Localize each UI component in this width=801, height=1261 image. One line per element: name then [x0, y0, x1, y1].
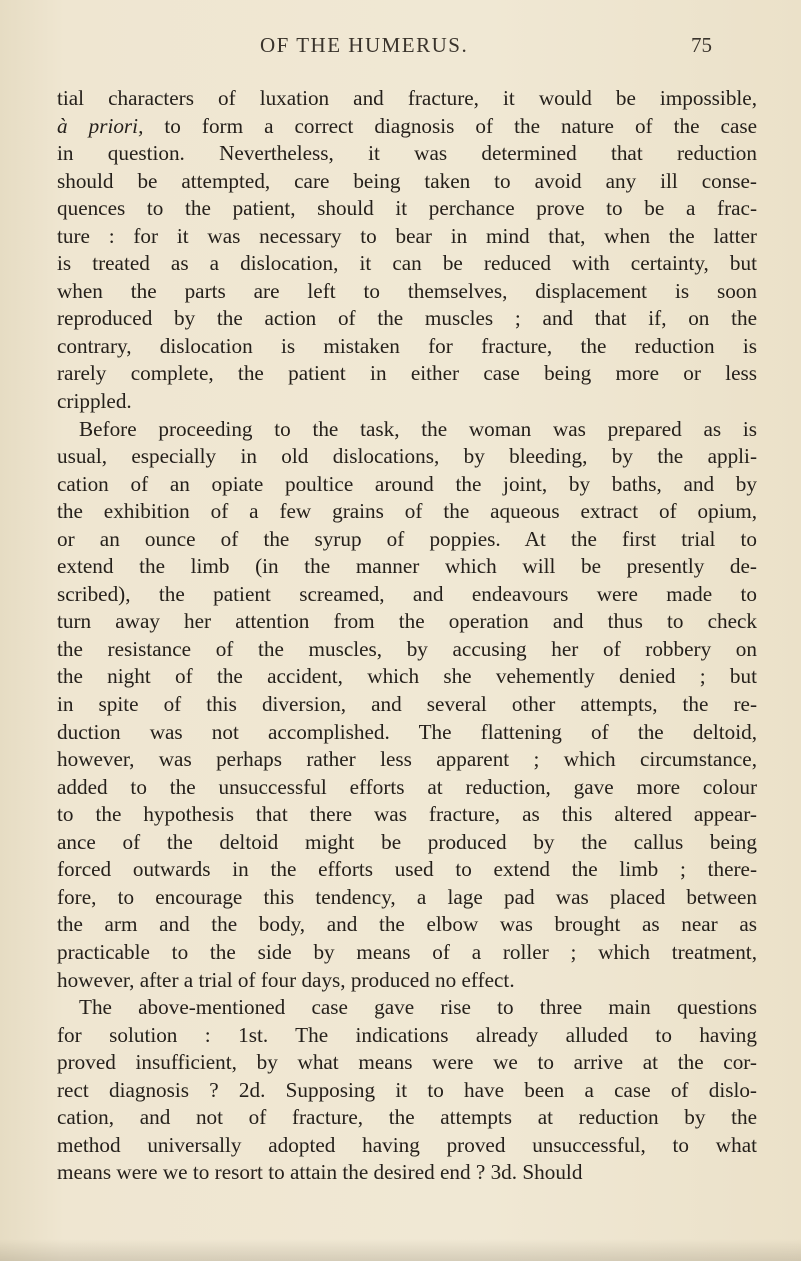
text-line	[57, 746, 757, 774]
text-run: to the hypothesis that there was fracture, as this altered appear-	[57, 802, 757, 827]
text-line	[57, 663, 757, 691]
text-line	[57, 223, 757, 251]
text-run: method universally adopted having proved unsuccessful, to what	[57, 1132, 757, 1157]
text-line	[57, 967, 757, 995]
text-run: scribed), the patient screamed, and endeavours were made to	[57, 581, 757, 606]
text-run: turn away her attention from the operation and thus to check	[57, 609, 757, 634]
text-line	[57, 278, 757, 306]
text-run: however, was perhaps rather less apparent ; which circumstance,	[57, 747, 757, 772]
text-line	[57, 113, 757, 141]
text-line	[57, 636, 757, 664]
running-head-title: OF THE HUMERUS.	[260, 33, 469, 57]
text-line	[57, 360, 757, 388]
text-run: duction was not accomplished. The flattening of the deltoid,	[57, 719, 757, 744]
text-run: to form a correct diagnosis of the nature of the case	[143, 113, 757, 138]
page-number: 75	[691, 33, 712, 57]
text-run: the night of the accident, which she vehemently denied ; but	[57, 664, 757, 689]
text-line	[57, 1022, 757, 1050]
text-line	[57, 471, 757, 499]
text-run: should be attempted, care being taken to avoid any ill conse-	[57, 168, 757, 193]
text-line	[57, 195, 757, 223]
text-line	[57, 443, 757, 471]
text-run: proved insufficient, by what means were we to arrive at the cor-	[57, 1050, 757, 1075]
text-line	[57, 608, 757, 636]
text-line	[57, 553, 757, 581]
text-line	[57, 691, 757, 719]
text-line	[57, 801, 757, 829]
text-line	[57, 1132, 757, 1160]
text-run: The above-mentioned case gave rise to three main questions	[79, 995, 757, 1020]
text-run: in question. Nevertheless, it was determined that reduction	[57, 141, 757, 166]
text-line	[57, 168, 757, 196]
text-run: or an ounce of the syrup of poppies. At the first trial to	[57, 526, 757, 551]
text-run: the exhibition of a few grains of the aqueous extract of opium,	[57, 499, 757, 524]
text-run: crippled.	[57, 389, 132, 414]
text-line	[57, 856, 757, 884]
text-line	[57, 526, 757, 554]
text-run: ture : for it was necessary to bear in mind that, when the latter	[57, 223, 757, 248]
text-run: is treated as a dislocation, it can be reduced with certainty, but	[57, 251, 757, 276]
italic-text: à priori,	[57, 113, 144, 138]
text-run: the resistance of the muscles, by accusing her of robbery on	[57, 636, 757, 661]
text-line	[57, 498, 757, 526]
text-run: ance of the deltoid might be produced by the callus being	[57, 829, 757, 854]
text-line	[57, 1159, 757, 1187]
text-line	[57, 994, 757, 1022]
text-run: usual, especially in old dislocations, by bleeding, by the appli-	[57, 444, 757, 469]
text-run: extend the limb (in the manner which will be presently de-	[57, 554, 757, 579]
text-run: the arm and the body, and the elbow was brought as near as	[57, 912, 757, 937]
text-line	[57, 140, 757, 168]
text-line	[57, 719, 757, 747]
text-run: contrary, dislocation is mistaken for fracture, the reduction is	[57, 333, 757, 358]
text-run: rect diagnosis ? 2d. Supposing it to have been a case of dislo-	[57, 1077, 757, 1102]
text-line	[57, 1077, 757, 1105]
text-line	[57, 1104, 757, 1132]
text-line	[57, 388, 757, 416]
text-run: cation of an opiate poultice around the joint, by baths, and by	[57, 471, 757, 496]
running-head	[0, 33, 801, 63]
text-line	[57, 911, 757, 939]
text-run: Before proceeding to the task, the woman was prepared as is	[79, 416, 757, 441]
text-line	[57, 884, 757, 912]
text-line	[57, 829, 757, 857]
body-text	[57, 85, 757, 1187]
text-line	[57, 250, 757, 278]
text-line	[57, 416, 757, 444]
text-run: practicable to the side by means of a roller ; which treatment,	[57, 939, 757, 964]
text-line	[57, 774, 757, 802]
text-run: means were we to resort to attain the desired end ? 3d. Should	[57, 1160, 583, 1185]
text-run: added to the unsuccessful efforts at reduction, gave more colour	[57, 774, 757, 799]
text-run: in spite of this diversion, and several other attempts, the re-	[57, 692, 757, 717]
text-line	[57, 581, 757, 609]
text-line	[57, 939, 757, 967]
text-run: however, after a trial of four days, produced no effect.	[57, 967, 515, 992]
text-run: quences to the patient, should it perchance prove to be a frac-	[57, 196, 757, 221]
text-run: reproduced by the action of the muscles ; and that if, on the	[57, 306, 757, 331]
text-run: fore, to encourage this tendency, a lage pad was placed between	[57, 884, 757, 909]
text-run: tial characters of luxation and fracture, it would be impossible,	[57, 86, 757, 110]
text-line	[57, 305, 757, 333]
text-run: rarely complete, the patient in either case being more or less	[57, 361, 757, 386]
text-line	[57, 333, 757, 361]
text-run: cation, and not of fracture, the attempts at reduction by the	[57, 1105, 757, 1130]
text-run: when the parts are left to themselves, displacement is soon	[57, 278, 757, 303]
text-run: for solution : 1st. The indications already alluded to having	[57, 1022, 757, 1047]
text-line	[57, 1049, 757, 1077]
text-run: forced outwards in the efforts used to extend the limb ; there-	[57, 857, 757, 882]
page-edge-shadow	[0, 1239, 801, 1261]
text-line	[57, 85, 757, 113]
